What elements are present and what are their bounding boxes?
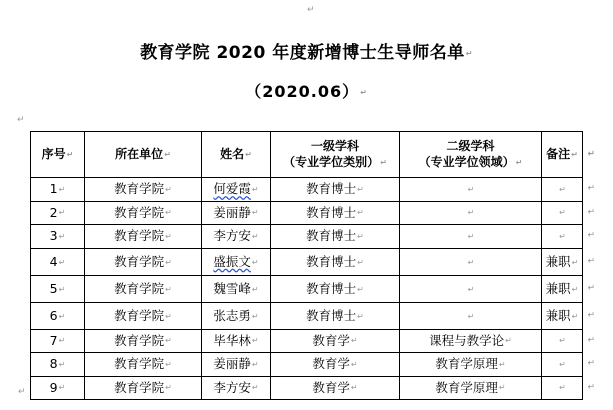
cell-name[interactable]: 李方安↵	[202, 376, 271, 400]
cell-name[interactable]: 李方安↵	[202, 225, 271, 249]
header-no[interactable]: 序号↵	[31, 132, 85, 178]
cell-remark[interactable]: ↵ ↵	[542, 201, 583, 225]
table-row	[31, 201, 583, 225]
table-row	[31, 178, 583, 202]
cell-remark[interactable]: ↵ ↵	[542, 353, 583, 377]
cell-level1[interactable]: 教育博士↵	[271, 178, 400, 202]
cell-no[interactable]: 8↵	[31, 353, 85, 377]
table-row	[31, 248, 583, 275]
cell-level1[interactable]: 教育博士↵	[271, 302, 400, 329]
cell-remark[interactable]: 兼职↵ ↵	[542, 275, 583, 302]
cell-name[interactable]: 张志勇↵	[202, 302, 271, 329]
table-row	[31, 225, 583, 249]
table-row	[31, 353, 583, 377]
cell-remark[interactable]: ↵ ↵	[542, 329, 583, 353]
header-level1-discipline[interactable]: 一级学科 （专业学位类别）↵	[271, 132, 400, 178]
cell-level2[interactable]: ↵	[400, 178, 542, 202]
paragraph-mark-icon: ↵	[17, 115, 25, 125]
cell-remark[interactable]: ↵ ↵	[542, 178, 583, 202]
document-title[interactable]: 教育学院 2020 年度新增博士生导师名单↵	[140, 43, 473, 63]
cell-level1[interactable]: 教育博士↵	[271, 225, 400, 249]
table-header-row	[31, 132, 583, 178]
cell-no[interactable]: 4↵	[31, 248, 85, 275]
cell-no[interactable]: 7↵	[31, 329, 85, 353]
cell-level1[interactable]: 教育博士↵	[271, 248, 400, 275]
header-unit[interactable]: 所在单位↵	[85, 132, 202, 178]
cell-remark[interactable]: ↵ ↵	[542, 225, 583, 249]
cell-unit[interactable]: 教育学院↵	[85, 248, 202, 275]
cell-unit[interactable]: 教育学院↵	[85, 178, 202, 202]
cell-name[interactable]: 姜丽静↵	[202, 353, 271, 377]
cell-name[interactable]: 魏雪峰↵	[202, 275, 271, 302]
cell-level1[interactable]: 教育博士↵	[271, 275, 400, 302]
cell-no[interactable]: 5↵	[31, 275, 85, 302]
cell-remark[interactable]: 兼职↵ ↵	[542, 248, 583, 275]
cell-no[interactable]: 3↵	[31, 225, 85, 249]
cell-name[interactable]: 姜丽静↵	[202, 201, 271, 225]
paragraph-mark-icon: ↵	[360, 88, 368, 97]
cell-level2[interactable]: 课程与教学论↵	[400, 329, 542, 353]
cell-name[interactable]: 毕华林↵	[202, 329, 271, 353]
cell-level1[interactable]: 教育学↵	[271, 329, 400, 353]
cell-level1[interactable]: 教育博士↵	[271, 201, 400, 225]
paragraph-mark-icon: ↵	[18, 387, 26, 397]
cell-level2[interactable]: ↵	[400, 201, 542, 225]
paragraph-mark-icon: ↵	[307, 5, 315, 15]
cell-unit[interactable]: 教育学院↵	[85, 201, 202, 225]
cell-unit[interactable]: 教育学院↵	[85, 329, 202, 353]
header-name[interactable]: 姓名↵	[202, 132, 271, 178]
cell-name[interactable]: 何爱霞↵	[202, 178, 271, 202]
header-remark[interactable]: 备注↵ ↵	[542, 132, 583, 178]
cell-unit[interactable]: 教育学院↵	[85, 275, 202, 302]
cell-no[interactable]: 2↵	[31, 201, 85, 225]
cell-level2[interactable]: ↵	[400, 275, 542, 302]
table-row	[31, 329, 583, 353]
cell-no[interactable]: 1↵	[31, 178, 85, 202]
cell-level2[interactable]: ↵	[400, 225, 542, 249]
table-row	[31, 376, 583, 400]
header-level2-discipline[interactable]: 二级学科 （专业学位领域）↵	[400, 132, 542, 178]
cell-unit[interactable]: 教育学院↵	[85, 225, 202, 249]
cell-unit[interactable]: 教育学院↵	[85, 302, 202, 329]
cell-unit[interactable]: 教育学院↵	[85, 353, 202, 377]
cell-level2[interactable]: 教育学原理↵	[400, 353, 542, 377]
cell-no[interactable]: 9↵	[31, 376, 85, 400]
supervisor-table	[30, 131, 595, 400]
cell-level2[interactable]: 教育学原理↵	[400, 376, 542, 400]
cell-remark[interactable]: ↵ ↵	[542, 376, 583, 400]
document-subtitle[interactable]: （2020.06）↵	[245, 82, 368, 101]
paragraph-mark-icon: ↵	[465, 48, 473, 58]
cell-unit[interactable]: 教育学院↵	[85, 376, 202, 400]
cell-name[interactable]: 盛振文↵	[202, 248, 271, 275]
table-row	[31, 302, 583, 329]
table-row	[31, 275, 583, 302]
cell-remark[interactable]: 兼职↵ ↵	[542, 302, 583, 329]
cell-level1[interactable]: 教育学↵	[271, 376, 400, 400]
cell-level1[interactable]: 教育学↵	[271, 353, 400, 377]
cell-level2[interactable]: ↵	[400, 302, 542, 329]
cell-no[interactable]: 6↵	[31, 302, 85, 329]
cell-level2[interactable]: ↵	[400, 248, 542, 275]
